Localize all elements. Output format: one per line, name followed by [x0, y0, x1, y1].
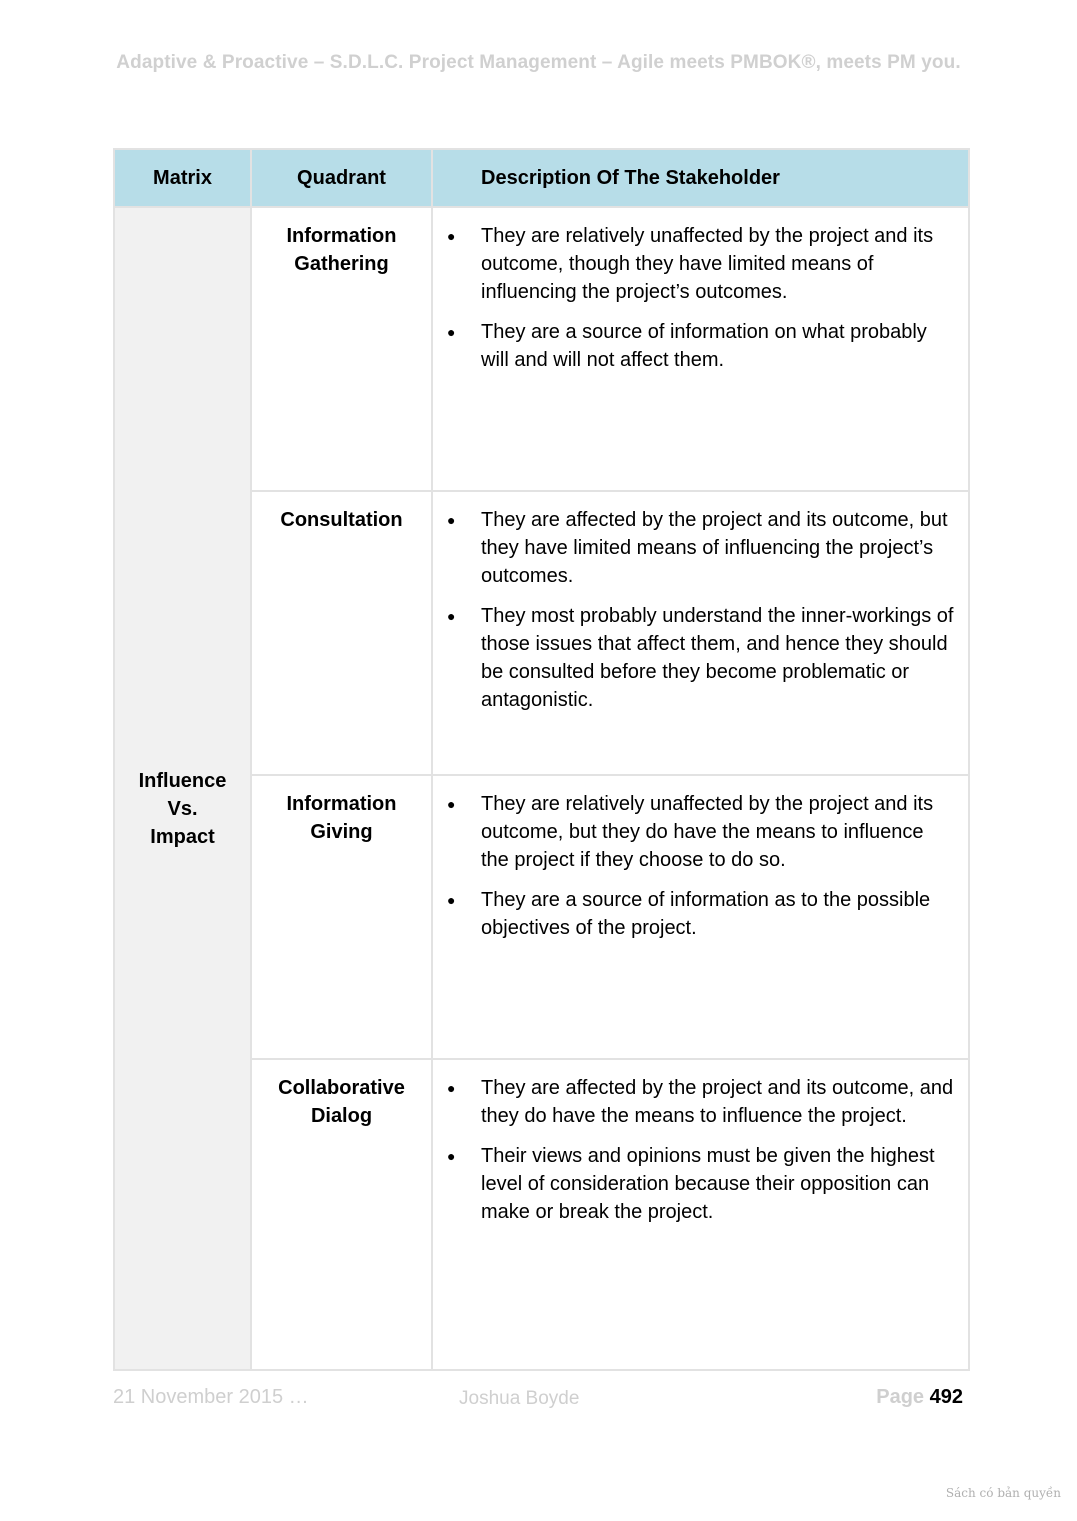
list-item: [433, 1074, 956, 1130]
description-cell: [432, 1059, 969, 1370]
column-header-description: Description Of The Stakeholder: [432, 149, 969, 207]
bullet-list: [433, 222, 956, 374]
bullet-icon: ●: [447, 1148, 456, 1164]
footer-author: Joshua Boyde: [459, 1388, 580, 1409]
table-header-row: [114, 149, 969, 207]
bullet-text: They are relatively unaffected by the project and its outcome, but they do have the means to influence the project if they choose to do so.: [481, 793, 934, 871]
bullet-icon: ●: [447, 892, 456, 908]
bullet-icon: ●: [447, 608, 456, 624]
quadrant-label-line: Giving: [310, 821, 373, 843]
bullet-text: They are a source of information on what probably will and will not affect them.: [481, 321, 927, 371]
bullet-list: [433, 506, 956, 714]
list-item: [433, 886, 956, 942]
list-item: [433, 318, 956, 374]
quadrant-cell: [251, 491, 432, 775]
stakeholder-table: [113, 148, 970, 1371]
quadrant-label-line: Dialog: [310, 1105, 373, 1127]
description-cell: [432, 207, 969, 491]
bullet-icon: ●: [447, 324, 456, 340]
footer-page-number: [876, 1386, 963, 1409]
column-header-matrix: Matrix: [114, 149, 251, 207]
quadrant-cell: [251, 207, 432, 491]
bullet-text: Their views and opinions must be given the highest level of consideration because their opposition can make or break the project.: [481, 1145, 935, 1223]
quadrant-label-line: Consultation: [280, 509, 403, 531]
quadrant-label-line: Information: [286, 793, 397, 815]
quadrant-label-line: Collaborative: [278, 1077, 405, 1099]
bullet-icon: ●: [447, 1080, 456, 1096]
bullet-text: They are affected by the project and its outcome, and they do have the means to influence the project.: [481, 1077, 954, 1127]
list-item: [433, 602, 956, 714]
description-cell: [432, 775, 969, 1059]
list-item: [433, 506, 956, 590]
bullet-icon: ●: [447, 796, 456, 812]
bullet-text: They are a source of information as to the possible objectives of the project.: [481, 889, 931, 939]
matrix-cell: [114, 207, 251, 1370]
page-label: Page: [876, 1386, 925, 1408]
matrix-label-line: Vs.: [167, 797, 198, 820]
bullet-text: They most probably understand the inner-workings of those issues that affect them, and hence they should be consulted before they become problematic or antagonistic.: [481, 605, 954, 711]
bullet-icon: ●: [447, 512, 456, 528]
list-item: [433, 222, 956, 306]
list-item: [433, 790, 956, 874]
table-row: [114, 207, 969, 491]
bullet-icon: ●: [447, 228, 456, 244]
running-header: Adaptive & Proactive – S.D.L.C. Project Management – Agile meets PMBOK®, meets PM you.: [116, 52, 961, 73]
quadrant-label-line: Gathering: [294, 253, 389, 275]
bullet-list: [433, 1074, 956, 1226]
copyright-watermark: Sách có bản quyền: [945, 1486, 1061, 1500]
description-cell: [432, 491, 969, 775]
list-item: [433, 1142, 956, 1226]
bullet-list: [433, 790, 956, 942]
bullet-text: They are relatively unaffected by the project and its outcome, though they have limited means of influencing the project’s outcomes.: [481, 225, 934, 303]
page-number: 492: [929, 1386, 963, 1408]
quadrant-cell: [251, 775, 432, 1059]
column-header-quadrant: Quadrant: [251, 149, 432, 207]
quadrant-cell: [251, 1059, 432, 1370]
matrix-label-line: Impact: [150, 825, 215, 848]
matrix-label-line: Influence: [138, 769, 227, 792]
bullet-text: They are affected by the project and its outcome, but they have limited means of influencing the project’s outcomes.: [481, 509, 948, 587]
footer-date: 21 November 2015 …: [113, 1386, 309, 1408]
quadrant-label-line: Information: [286, 225, 397, 247]
